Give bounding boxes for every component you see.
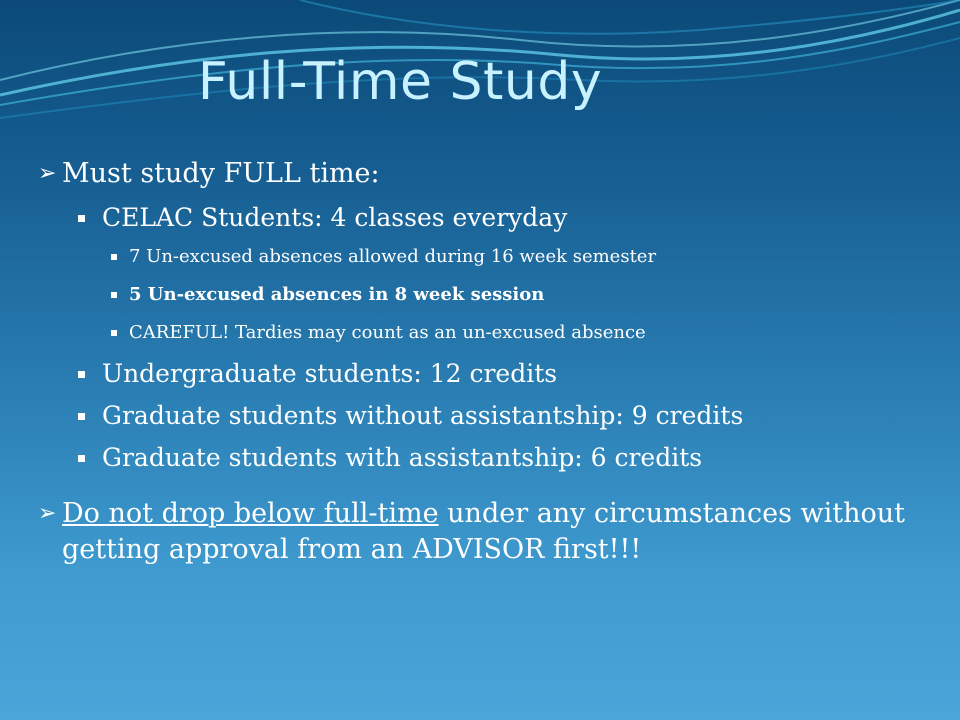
list-item-level2	[38, 442, 938, 474]
list-item-text: Undergraduate students: 12 credits	[102, 359, 558, 388]
arrow-bullet-icon: ➢	[38, 501, 57, 526]
bullet-list	[38, 156, 938, 578]
list-item-level2	[38, 358, 938, 390]
list-item-level2	[38, 400, 938, 432]
list-item-text: CELAC Students: 4 classes everyday	[102, 203, 568, 232]
list-item-text: 7 Un-excused absences allowed during 16 week semester	[129, 246, 657, 267]
slide-title: Full-Time Study	[197, 52, 603, 112]
square-bullet-icon	[78, 455, 85, 462]
square-bullet-icon	[78, 413, 85, 420]
square-bullet-icon	[78, 371, 85, 378]
list-item-level2	[38, 202, 938, 234]
list-item-level3	[38, 320, 938, 346]
list-item-level3	[38, 244, 938, 270]
list-item-text: Graduate students with assistantship: 6 credits	[102, 443, 703, 472]
list-item-text: under any circumstances without getting approval from an ADVISOR first!!!	[62, 498, 906, 565]
arrow-bullet-icon: ➢	[38, 161, 57, 186]
list-item-level3	[38, 282, 938, 308]
list-item-level1	[38, 496, 938, 568]
square-bullet-icon	[111, 292, 117, 298]
list-item-text: 5 Un-excused absences in 8 week session	[129, 284, 545, 305]
list-item-text: Graduate students without assistantship: 9 credits	[102, 401, 744, 430]
underlined-warning-text: Do not drop below full-time	[62, 498, 439, 529]
list-item-level1	[38, 156, 938, 192]
list-item-text: Must study FULL time:	[62, 158, 380, 189]
square-bullet-icon	[111, 330, 117, 336]
square-bullet-icon	[111, 254, 117, 260]
square-bullet-icon	[78, 215, 85, 222]
list-item-text: CAREFUL! Tardies may count as an un-excused absence	[129, 322, 646, 343]
